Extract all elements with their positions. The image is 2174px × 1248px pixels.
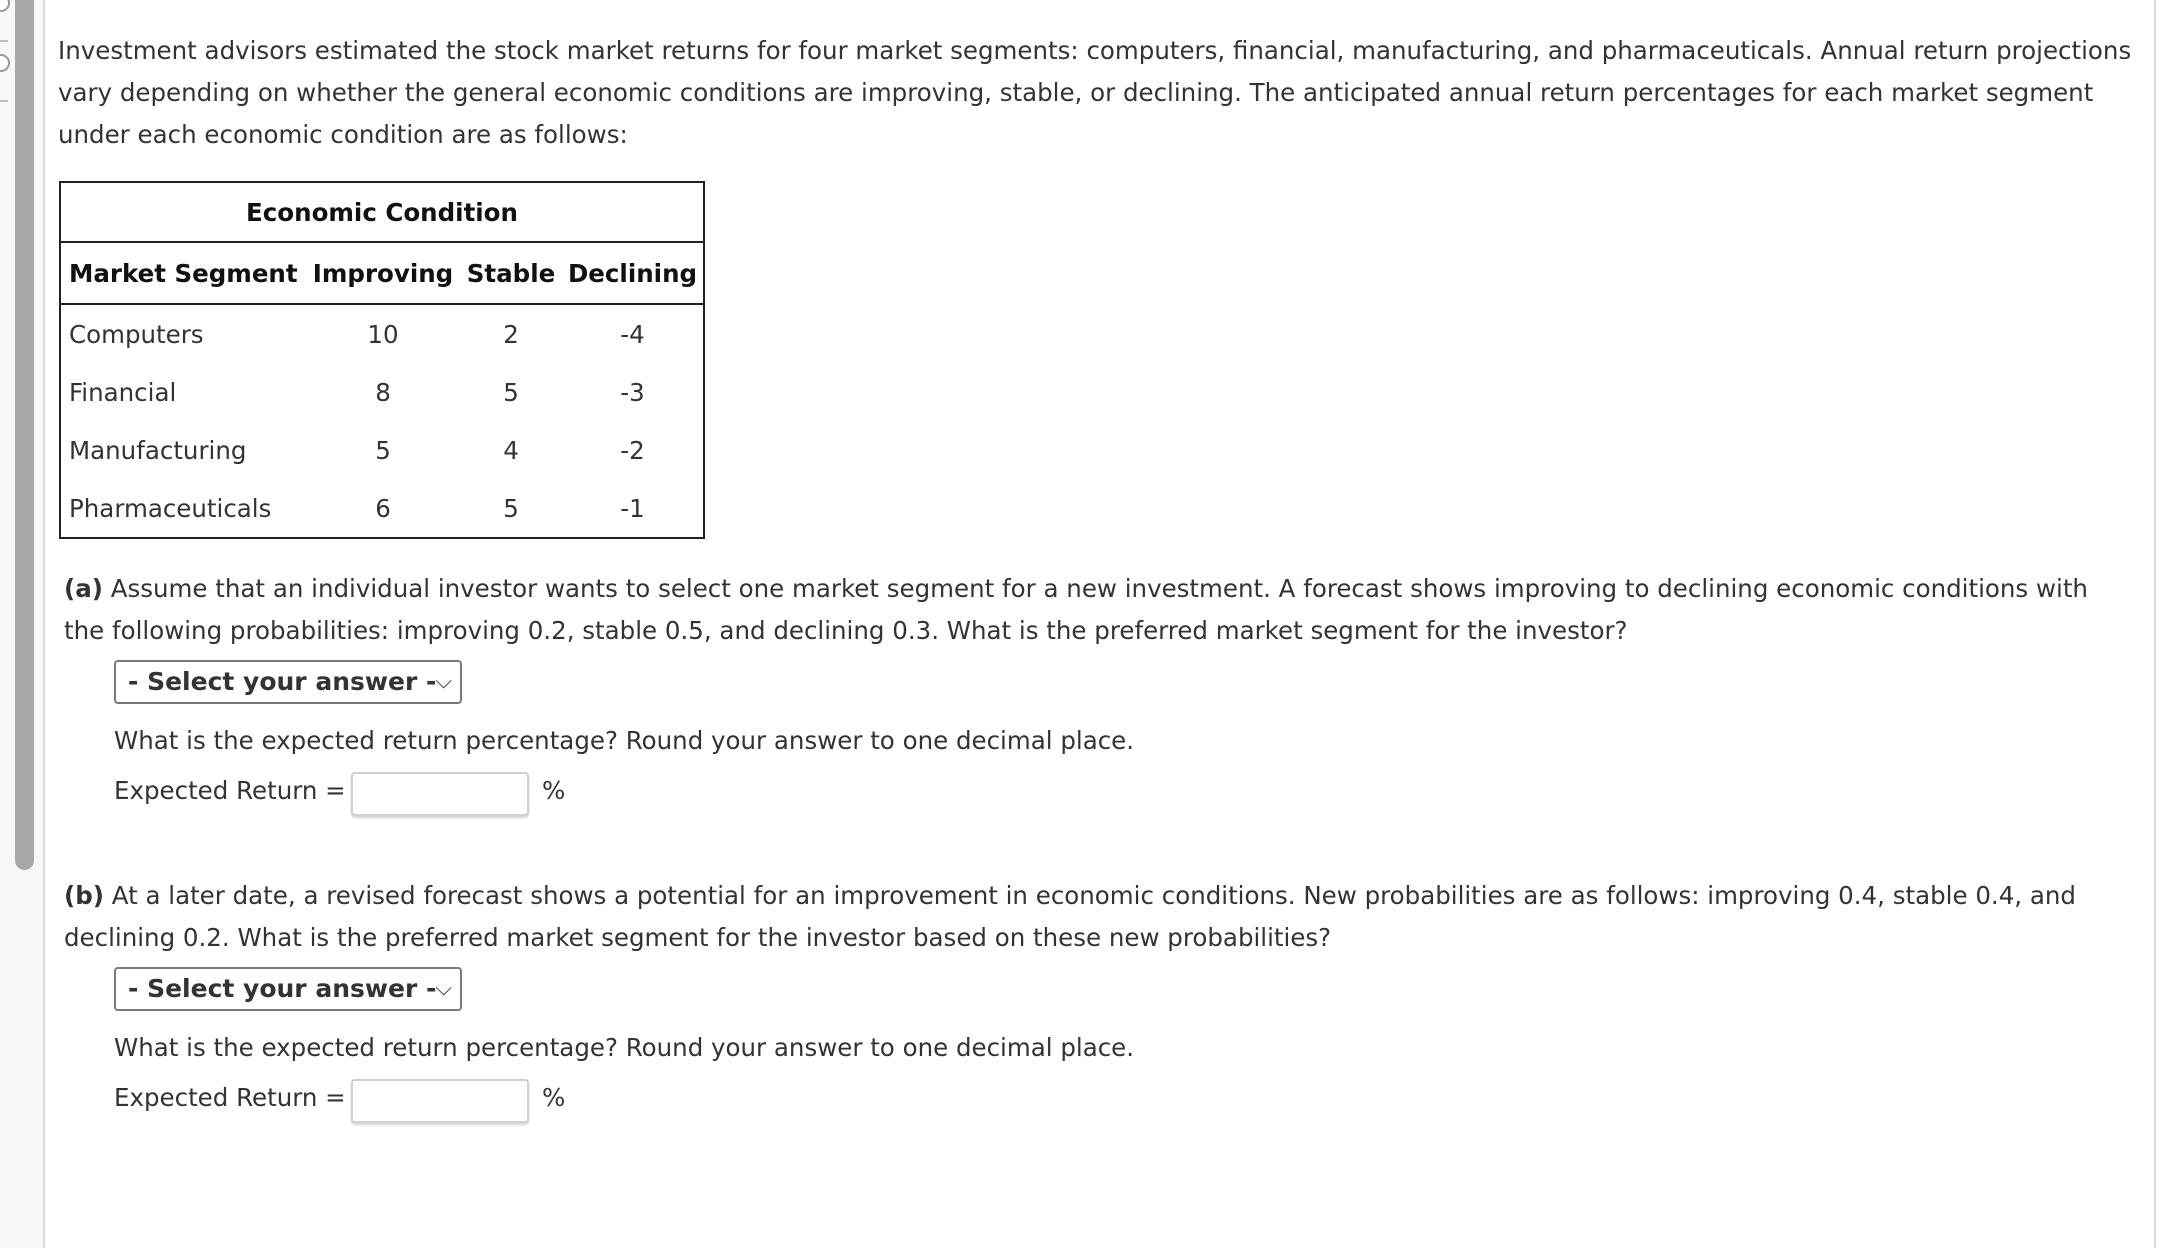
table-row xyxy=(60,304,704,363)
part-b-label: (b) xyxy=(64,881,104,910)
intro-paragraph: Investment advisors estimated the stock market returns for four market segments: computers, financial, manufacturing, and pharmaceuticals. Annual return projections vary depending on whether the general economic conditions are improving, stable, or declining. The anticipated annual return percentages for each market segment under each economic condition are as follows: xyxy=(58,36,2132,149)
part-b-answer-label: Expected Return = xyxy=(114,1083,346,1112)
part-a-expected-return-input[interactable] xyxy=(351,772,529,816)
segment-name: Financial xyxy=(69,377,177,407)
segment-name: Manufacturing xyxy=(69,435,247,465)
part-a-segment-select[interactable] xyxy=(114,660,462,704)
content-right-border xyxy=(2154,0,2156,1248)
table-row xyxy=(60,363,704,421)
improving-value: 8 xyxy=(375,377,391,407)
improving-value: 10 xyxy=(367,319,399,349)
segment-name: Computers xyxy=(69,319,204,349)
stable-value: 5 xyxy=(503,377,519,407)
part-a-label: (a) xyxy=(64,574,103,603)
header-stable: Stable xyxy=(460,242,562,304)
question-content xyxy=(58,30,2148,1112)
stable-value: 4 xyxy=(503,435,519,465)
declining-value: -2 xyxy=(620,435,645,465)
header-declining: Declining xyxy=(562,242,704,304)
improving-value: 5 xyxy=(375,435,391,465)
table-row xyxy=(60,421,704,479)
gutter-divider xyxy=(0,40,8,42)
stable-value: 2 xyxy=(503,319,519,349)
returns-table xyxy=(59,181,705,539)
header-improving: Improving xyxy=(306,242,460,304)
part-a-percent-unit: % xyxy=(542,776,566,805)
part-a-question xyxy=(64,568,2124,652)
part-a-sub-question: What is the expected return percentage? Round your answer to one decimal place. xyxy=(114,726,1135,755)
improving-value: 6 xyxy=(375,493,391,523)
part-b-segment-select[interactable] xyxy=(114,967,462,1011)
part-a-answer-label: Expected Return = xyxy=(114,776,346,805)
table-row xyxy=(60,479,704,538)
part-b-text: At a later date, a revised forecast shows a potential for an improvement in economic conditions. New probabilities are as follows: improving 0.4, stable 0.4, and declining 0.2. What is the preferred market segment for the investor based on these new probabilities? xyxy=(64,881,2076,952)
header-market-segment: Market Segment xyxy=(60,242,306,304)
scrollbar-thumb[interactable] xyxy=(15,0,34,870)
stable-value: 5 xyxy=(503,493,519,523)
part-b-expected-return-input[interactable] xyxy=(351,1079,529,1123)
declining-value: -4 xyxy=(620,319,645,349)
part-a-text: Assume that an individual investor wants to select one market segment for a new investment. A forecast shows improving to declining economic conditions with the following probabilities: improving 0.2, stable 0.5, and declining 0.3. What is the preferred market segment for the investor? xyxy=(64,574,2088,645)
part-b-sub-question: What is the expected return percentage? Round your answer to one decimal place. xyxy=(114,1033,1135,1062)
gutter-border xyxy=(43,0,45,1248)
part-b-percent-unit: % xyxy=(542,1083,566,1112)
part-b-question xyxy=(64,875,2124,959)
part-a-select-value: - Select your answer - xyxy=(128,667,437,696)
gutter-divider xyxy=(0,100,8,102)
part-b-select-value: - Select your answer - xyxy=(128,974,437,1003)
chevron-down-icon: ⌵ xyxy=(435,669,452,694)
chevron-down-icon: ⌵ xyxy=(435,976,452,1001)
declining-value: -3 xyxy=(620,377,645,407)
declining-value: -1 xyxy=(620,493,645,523)
segment-name: Pharmaceuticals xyxy=(69,493,272,523)
economic-condition-header: Economic Condition xyxy=(60,182,704,242)
